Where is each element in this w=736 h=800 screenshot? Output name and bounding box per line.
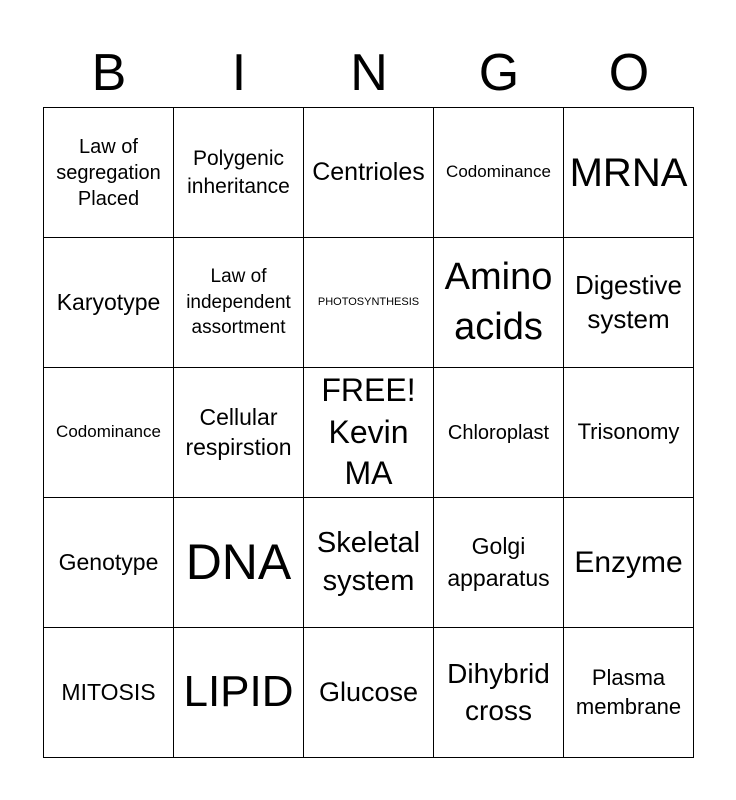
cell-text: Polygenic inheritance xyxy=(187,147,290,198)
cell-text: Golgi apparatus xyxy=(447,533,550,591)
cell-text: Codominance xyxy=(446,162,551,182)
cell-text: Digestive system xyxy=(575,269,682,334)
bingo-cell[interactable] xyxy=(434,628,564,758)
bingo-cell[interactable] xyxy=(564,368,694,498)
bingo-header xyxy=(44,40,694,106)
bingo-cell[interactable] xyxy=(44,368,174,498)
bingo-cell[interactable] xyxy=(564,628,694,758)
cell-text: Karyotype xyxy=(56,288,161,315)
bingo-card-grid xyxy=(43,107,694,758)
bingo-cell[interactable] xyxy=(434,368,564,498)
bingo-cell[interactable] xyxy=(434,498,564,628)
cell-text: Law of independent assortment xyxy=(186,266,291,339)
cell-text: Trisonomy xyxy=(577,419,680,445)
bingo-cell[interactable] xyxy=(564,498,694,628)
cell-text: Chloroplast xyxy=(447,421,550,444)
bingo-cell[interactable] xyxy=(174,498,304,628)
cell-text: Cellular respirstion xyxy=(185,403,292,460)
bingo-cell[interactable] xyxy=(44,628,174,758)
cell-text: MRNA xyxy=(569,150,688,195)
bingo-cell[interactable] xyxy=(304,628,434,758)
bingo-cell[interactable] xyxy=(304,238,434,368)
header-letter-o: O xyxy=(608,44,650,102)
bingo-cell[interactable] xyxy=(564,108,694,238)
bingo-cell[interactable] xyxy=(304,368,434,498)
header-letter-g: G xyxy=(478,44,520,102)
cell-text: Dihybrid cross xyxy=(447,658,550,726)
header-letter-i: I xyxy=(231,44,247,102)
cell-text: PHOTOSYNTHESIS xyxy=(317,296,420,309)
bingo-cell[interactable] xyxy=(44,108,174,238)
cell-text: Centrioles xyxy=(312,157,425,186)
cell-text: Amino acids xyxy=(444,256,553,348)
cell-text: Genotype xyxy=(58,548,159,575)
cell-text: Law of segregation Placed xyxy=(56,135,161,210)
bingo-cell[interactable] xyxy=(174,628,304,758)
cell-text: DNA xyxy=(185,534,292,590)
bingo-cell[interactable] xyxy=(174,108,304,238)
cell-text: MITOSIS xyxy=(61,678,156,705)
cell-text: Plasma membrane xyxy=(575,664,682,719)
cell-text: FREE! Kevin MA xyxy=(321,372,416,492)
cell-text: Skeletal system xyxy=(316,526,421,597)
bingo-cell[interactable] xyxy=(44,498,174,628)
cell-text: Glucose xyxy=(318,676,419,707)
bingo-cell[interactable] xyxy=(174,368,304,498)
bingo-cell[interactable] xyxy=(434,238,564,368)
cell-text: Codominance xyxy=(56,422,161,442)
bingo-cell[interactable] xyxy=(44,238,174,368)
header-letter-b: B xyxy=(91,44,127,102)
cell-text: LIPID xyxy=(183,667,294,717)
bingo-cell[interactable] xyxy=(304,498,434,628)
cell-text: Enzyme xyxy=(574,546,683,579)
bingo-cell[interactable] xyxy=(434,108,564,238)
bingo-cell[interactable] xyxy=(564,238,694,368)
bingo-cell[interactable] xyxy=(304,108,434,238)
bingo-cell[interactable] xyxy=(174,238,304,368)
header-letter-n: N xyxy=(350,44,388,102)
